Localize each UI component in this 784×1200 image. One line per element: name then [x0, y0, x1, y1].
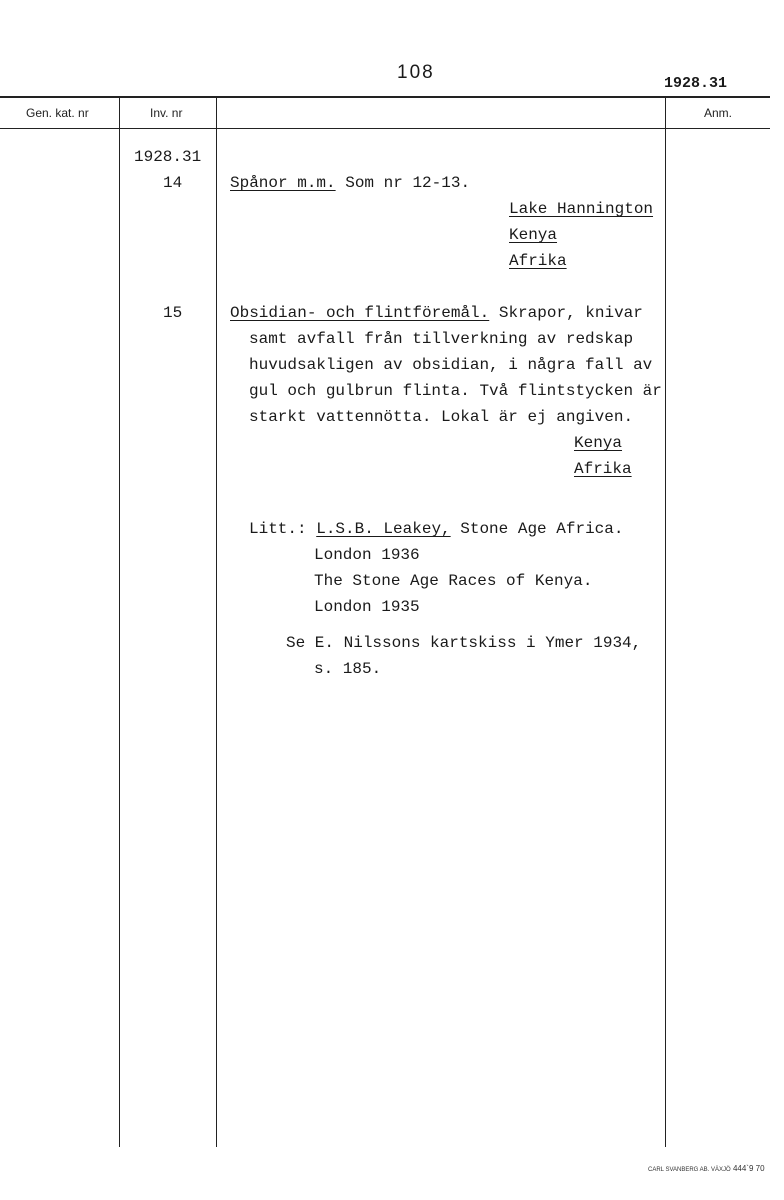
entry-description-body	[249, 326, 662, 430]
header-top-rule	[0, 96, 770, 98]
header-catalog-id: 1928.31	[664, 75, 728, 92]
entry-locations	[509, 196, 653, 274]
header-bottom-rule	[0, 128, 770, 129]
location-label: Kenya	[574, 434, 623, 452]
location-label: Lake Hannington	[509, 200, 654, 218]
entry-locations	[574, 430, 632, 482]
entry-title: Spånor m.m.	[230, 174, 336, 192]
column-header-inv-nr: Inv. nr	[150, 106, 183, 120]
printer-name: CARL SVANBERG AB. VÄXJÖ	[648, 1167, 731, 1173]
entry-text-line: huvudsakligen av obsidian, i några fall av	[249, 356, 653, 374]
form-code: 444`9 70	[732, 1164, 765, 1173]
literature-references	[314, 542, 592, 620]
entry-description	[230, 170, 470, 196]
literature-first-line	[249, 516, 623, 542]
literature-place: London 1935	[314, 598, 420, 616]
entry-number: 14	[163, 174, 183, 192]
page-number: 108	[397, 62, 435, 83]
column-header-gen-kat-nr: Gen. kat. nr	[26, 106, 89, 120]
entry-text-line: starkt vattennötta. Lokal är ej angiven.	[249, 408, 634, 426]
entry-text-line: gul och gulbrun flinta. Två flintstycken är	[249, 382, 662, 400]
literature-label: Litt.:	[249, 520, 307, 538]
column-header-anm: Anm.	[704, 106, 733, 120]
location-label: Afrika	[574, 460, 632, 478]
entry-number: 15	[163, 304, 183, 322]
entry-text: Som nr 12-13.	[335, 174, 471, 192]
entry-text-line: samt avfall från tillverkning av redskap	[249, 330, 634, 348]
literature-place: London 1936	[314, 546, 420, 564]
literature-work: Stone Age Africa.	[450, 520, 624, 538]
printer-imprint	[648, 1164, 765, 1173]
literature-see-also-pages: s. 185.	[314, 660, 382, 678]
literature-work: The Stone Age Races of Kenya.	[314, 572, 593, 590]
location-label: Kenya	[509, 226, 558, 244]
column-divider-1	[119, 97, 120, 1147]
column-divider-2	[216, 97, 217, 1147]
entry-text: Skrapor, knivar	[489, 304, 643, 322]
location-label: Afrika	[509, 252, 567, 270]
literature-see-also: Se E. Nilssons kartskiss i Ymer 1934,	[286, 634, 642, 652]
column-divider-3	[665, 97, 666, 1147]
entry-title: Obsidian- och flintföremål.	[230, 304, 490, 322]
catalog-number: 1928.31	[134, 148, 202, 166]
literature-author: L.S.B. Leakey,	[316, 520, 451, 538]
entry-description-first-line	[230, 300, 643, 326]
